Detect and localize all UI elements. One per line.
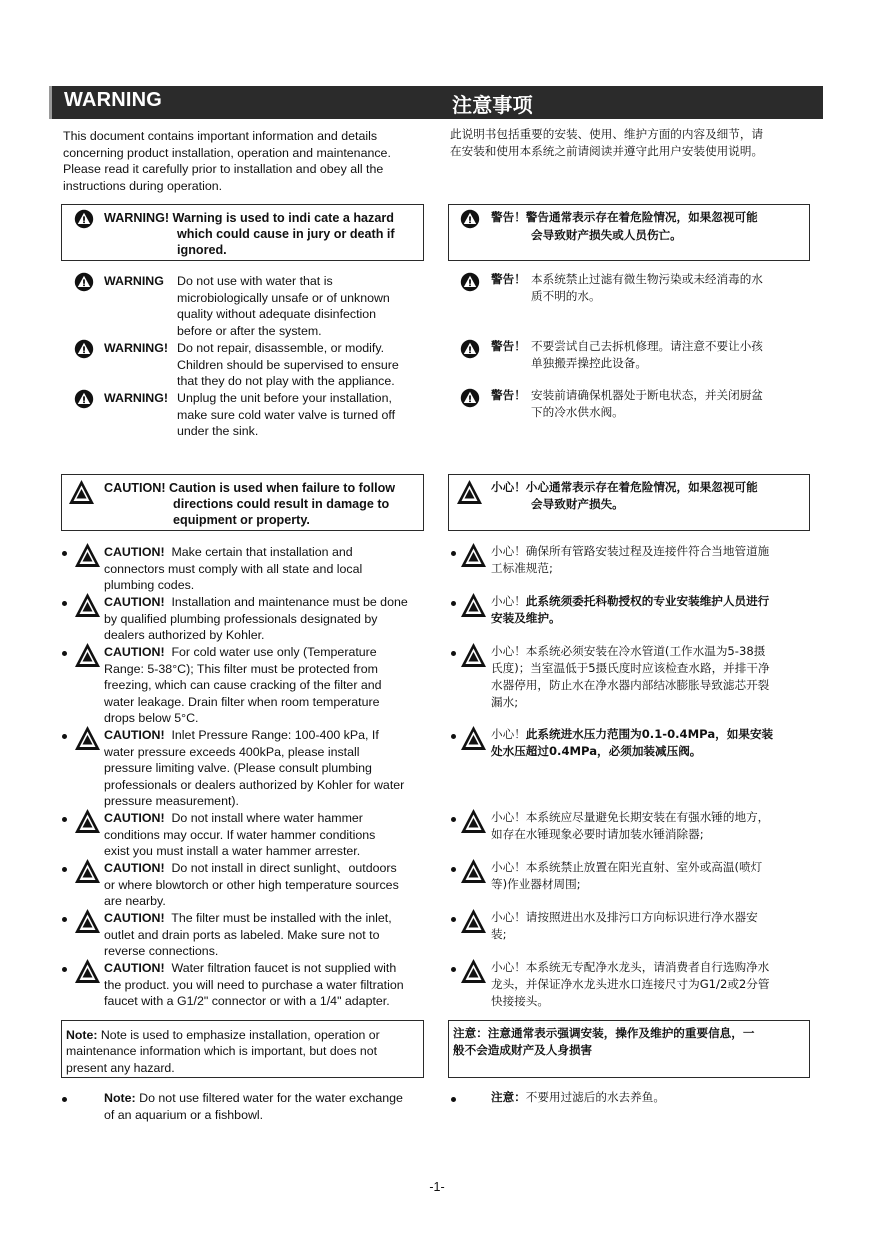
caution-item-en: CAUTION! The filter must be installed with the inlet, outlet and drain ports as labeled. Make sure not to reverse connections. — [104, 911, 392, 959]
bullet — [62, 867, 67, 872]
caution-icon — [460, 808, 487, 834]
warning-text-zh: 安装前请确保机器处于断电状态，并关闭厨盆 下的冷水供水阀。 — [531, 388, 763, 419]
caution-icon — [460, 908, 487, 934]
warning-label-zh: 警告！ — [491, 388, 526, 402]
bullet — [62, 651, 67, 656]
caution-icon — [74, 542, 101, 568]
caution-label: CAUTION! — [104, 911, 165, 925]
banner-title-zh: 注意事项 — [452, 93, 533, 117]
caution-label: CAUTION! — [104, 545, 165, 559]
bullet — [62, 917, 67, 922]
caution-item-en: CAUTION! Do not install in direct sunlight、outdoors or where blowtorch or other high temperature sources are nearby. — [104, 861, 399, 909]
bullet — [451, 651, 456, 656]
caution-item-en: CAUTION! Inlet Pressure Range: 100-400 kPa, If water pressure exceeds 400kPa, please install pressure limiting valve. (Please consult plumbing professionals or dealers authorized by Kohler for water pressure measurement). — [104, 728, 405, 809]
caution-item-zh: 小心！此系统进水压力范围为0.1-0.4MPa，如果安装 处水压超过0.4MPa，必须加装减压阀。 — [491, 727, 774, 758]
warning-icon — [74, 389, 94, 409]
warning-icon — [74, 209, 94, 229]
caution-icon — [460, 858, 487, 884]
note-label: Note: — [104, 1091, 136, 1105]
caution-icon — [460, 725, 487, 751]
warning-definition-body-zh: 会导致财产损失或人员伤亡。 — [531, 228, 682, 242]
note-label: Note: — [66, 1028, 98, 1042]
caution-icon — [460, 542, 487, 568]
warning-icon — [460, 272, 480, 292]
caution-definition-head-en: CAUTION! Caution is used when failure to follow — [104, 481, 396, 495]
intro-zh: 此说明书包括重要的安装、使用、维护方面的内容及细节，请 在安装和使用本系统之前请阅读并遵守此用户安装使用说明。 — [450, 127, 764, 158]
warning-definition-head-zh: 警告！警告通常表示存在着危险情况，如果忽视可能 — [491, 210, 758, 224]
caution-label-zh: 小心！ — [491, 594, 526, 608]
caution-icon — [460, 592, 487, 618]
banner-title-en: WARNING — [64, 89, 163, 111]
caution-label-zh: 小心！ — [491, 810, 526, 824]
warning-text-en: Unplug the unit before your installation, make sure cold water valve is turned off under the sink. — [177, 391, 396, 439]
note-definition-en: Note: Note is used to emphasize installation, operation or maintenance information which is important, but does not present any hazard. — [66, 1028, 380, 1075]
bullet — [451, 867, 456, 872]
caution-item-zh: 小心！本系统必须安装在冷水管道(工作水温为5-38摄 氏度)；当室温低于5摄氏度时应该检查水路，并排干净 水器停用，防止水在净水器内部结冰膨胀导致滤芯开裂 漏水; — [491, 644, 770, 709]
caution-item-zh: 小心！本系统禁止放置在阳光直射、室外或高温(喷灯 等)作业器材周围; — [491, 860, 763, 891]
caution-label: CAUTION! — [104, 961, 165, 975]
caution-label: CAUTION! — [104, 645, 165, 659]
caution-item-en: CAUTION! For cold water use only (Temperature Range: 5-38°C); This filter must be protected from freezing, which can cause cracking of the filter and water leakage. Drain filter when room temperature drops below 5°C. — [104, 645, 382, 726]
warning-definition-body-en: which could cause in jury or death if ignored. — [177, 227, 395, 258]
warning-label-zh: 警告！ — [491, 339, 526, 353]
warning-text-en: Do not repair, disassemble, or modify. Children should be supervised to ensure that they do not play with the appliance. — [177, 341, 399, 389]
warning-text-zh: 本系统禁止过滤有微生物污染或未经消毒的水 质不明的水。 — [531, 272, 763, 303]
caution-item-en: CAUTION! Make certain that installation and connectors must comply with all state and local plumbing codes. — [104, 545, 363, 593]
page-number: -1- — [429, 1180, 445, 1194]
caution-icon — [68, 479, 95, 505]
warning-icon — [74, 272, 94, 292]
bullet — [62, 551, 67, 556]
caution-definition-body-zh: 会导致财产损失。 — [531, 497, 624, 511]
caution-icon — [460, 958, 487, 984]
bullet — [62, 967, 67, 972]
bullet — [451, 551, 456, 556]
caution-icon — [456, 479, 483, 505]
caution-label-zh: 小心！ — [491, 544, 526, 558]
bullet — [451, 917, 456, 922]
caution-icon — [74, 642, 101, 668]
bullet — [62, 601, 67, 606]
caution-item-zh: 小心！确保所有管路安装过程及连接件符合当地管道施 工标准规范; — [491, 544, 770, 575]
caution-icon — [74, 725, 101, 751]
warning-icon — [460, 339, 480, 359]
caution-label: CAUTION! — [104, 595, 165, 609]
caution-icon — [74, 808, 101, 834]
caution-item-zh: 小心！此系统须委托科勒授权的专业安装维护人员进行 安装及维护。 — [491, 594, 770, 625]
note-definition-zh: 注意：注意通常表示强调安装，操作及维护的重要信息，一 般不会造成财产及人身损害 — [453, 1026, 755, 1057]
caution-item-zh: 小心！本系统应尽量避免长期安装在有强水锤的地方， 如存在水锤现象必要时请加装水锤消除器; — [491, 810, 770, 841]
caution-label-zh: 小心！ — [491, 960, 526, 974]
bullet — [451, 817, 456, 822]
intro-en: This document contains important information and details concerning product installation, operation and maintenance. Please read it carefully prior to installation and obey all the instructions during operation. — [63, 129, 391, 193]
bullet — [62, 817, 67, 822]
caution-definition-head-zh: 小心！小心通常表示存在着危险情况，如果忽视可能 — [491, 480, 758, 494]
caution-label: CAUTION! — [104, 861, 165, 875]
caution-icon — [74, 908, 101, 934]
final-note-zh: 注意：不要用过滤后的水去养鱼。 — [491, 1090, 665, 1104]
caution-definition-body-en: directions could result in damage to equipment or property. — [173, 497, 390, 528]
caution-item-en: CAUTION! Installation and maintenance must be done by qualified plumbing professionals designated by dealers authorized by Kohler. — [104, 595, 408, 643]
caution-icon — [74, 958, 101, 984]
caution-item-en: CAUTION! Water filtration faucet is not supplied with the product. you will need to purchase a water filtration faucet with a G1/2" connector or with a 1/4" adapter. — [104, 961, 404, 1009]
bullet — [451, 734, 456, 739]
bullet — [62, 734, 67, 739]
caution-item-zh: 小心！本系统无专配净水龙头，请消费者自行选购净水 龙头，并保证净水龙头进水口连接尺寸为G1/2或2分管 快接接头。 — [491, 960, 770, 1008]
caution-label-zh: 小心！ — [491, 910, 526, 924]
warning-text-en: Do not use with water that is microbiologically unsafe or of unknown quality without adequate disinfection before or after the system. — [177, 274, 390, 338]
caution-label-zh: 小心！ — [491, 860, 526, 874]
bullet — [451, 967, 456, 972]
caution-icon — [74, 592, 101, 618]
caution-item-en: CAUTION! Do not install where water hammer conditions may occur. If water hammer conditions exist you must install a water hammer arrester. — [104, 811, 376, 859]
caution-item-zh: 小心！请按照进出水及排污口方向标识进行净水器安 装; — [491, 910, 758, 941]
warning-icon — [460, 388, 480, 408]
caution-label-zh: 小心！ — [491, 727, 526, 741]
warning-label: WARNING! — [104, 391, 169, 405]
caution-icon — [460, 642, 487, 668]
caution-label: CAUTION! — [104, 811, 165, 825]
bullet — [451, 1097, 456, 1102]
warning-text-zh: 不要尝试自己去拆机修理。请注意不要让小孩 单独搬弄操控此设备。 — [531, 339, 763, 370]
section-banner — [49, 86, 823, 119]
caution-label: CAUTION! — [104, 728, 165, 742]
warning-label: WARNING! — [104, 341, 169, 355]
caution-icon — [74, 858, 101, 884]
warning-icon — [460, 209, 480, 229]
warning-icon — [74, 339, 94, 359]
final-note-en: Note: Do not use filtered water for the water exchange of an aquarium or a fishbowl. — [104, 1091, 403, 1122]
bullet — [62, 1097, 67, 1102]
caution-label-zh: 小心！ — [491, 644, 526, 658]
warning-label-zh: 警告！ — [491, 272, 526, 286]
warning-definition-head-en: WARNING! Warning is used to indi cate a hazard — [104, 211, 394, 225]
bullet — [451, 601, 456, 606]
warning-label: WARNING — [104, 274, 164, 288]
